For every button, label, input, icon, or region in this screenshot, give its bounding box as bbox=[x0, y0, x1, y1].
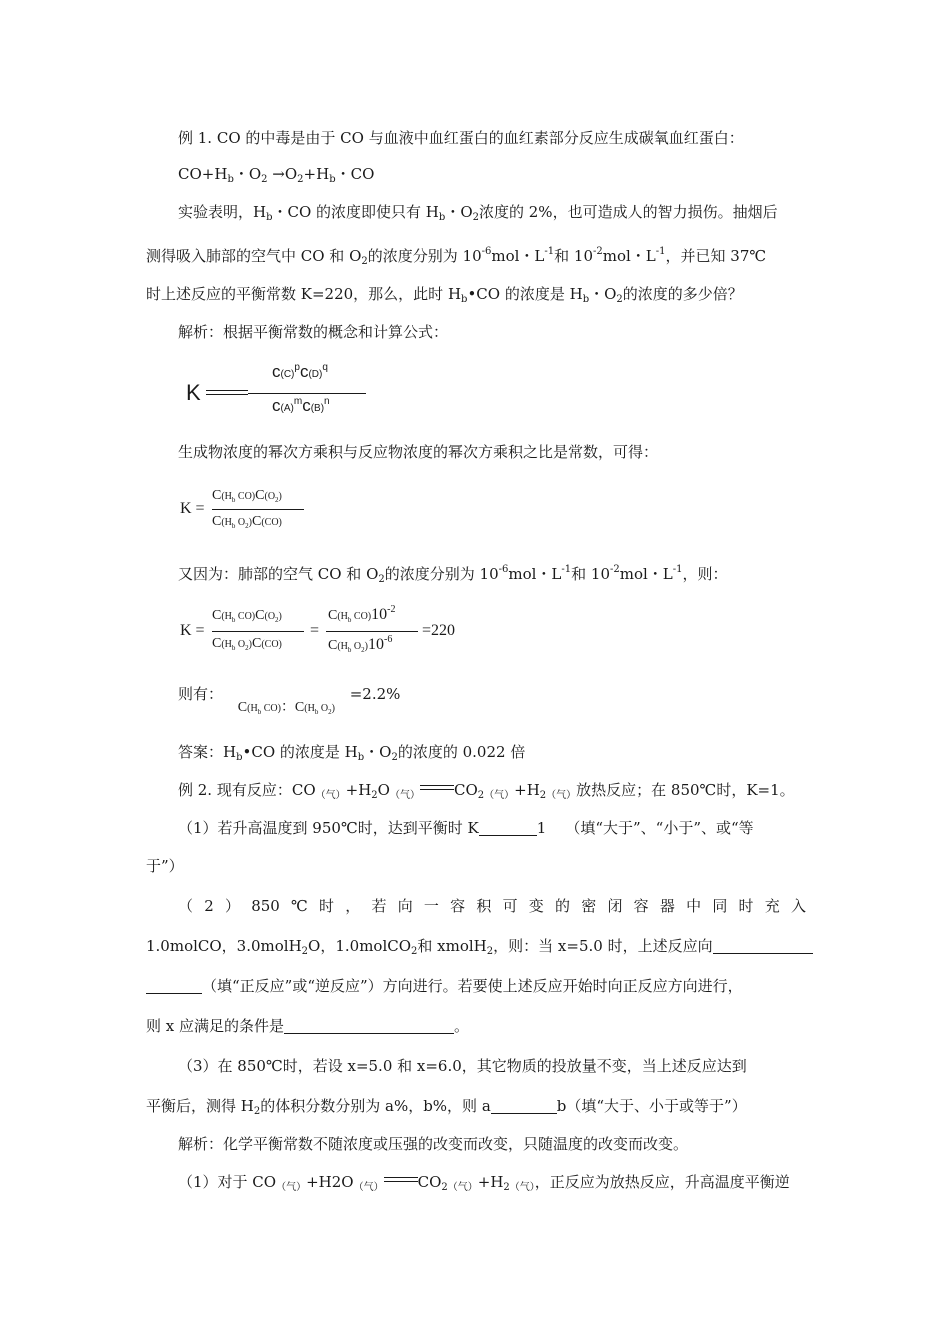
equilibrium-arrow-icon-2 bbox=[384, 1175, 418, 1185]
k-calculation-formula bbox=[180, 602, 480, 666]
q2-condition-label: 则 x 应满足的条件是 bbox=[146, 1017, 284, 1035]
formula-fraction-bar bbox=[248, 393, 366, 394]
formula3-result: =220 bbox=[422, 622, 456, 639]
formula2-numerator: $C(H_b$ $CO)C(O_2)$ bbox=[212, 488, 282, 504]
example2-q2-line3: （填“正反应”或“逆反应”）方向进行。若要使上述反应开始时向正反应方向进行， bbox=[146, 976, 743, 996]
example1-ratio-text: 生成物浓度的幂次方乘积与反应物浓度的幂次方乘积之比是常数，可得： bbox=[178, 443, 659, 461]
q2-direction-blank-part2[interactable] bbox=[146, 977, 202, 994]
example2-analysis: 解析：化学平衡常数不随浓度或压强的改变而改变，只随温度的改变而改变。 bbox=[178, 1135, 689, 1153]
example1-title: 例 1. CO 的中毒是由于 CO 与血液中血红蛋白的血红素部分反应生成碳氧血红蛋白： bbox=[178, 129, 744, 147]
formula2-denominator: $C(H_b$ $O_2)C(CO)$ bbox=[212, 514, 282, 530]
equilibrium-arrow-icon bbox=[420, 783, 454, 793]
then-label: 则有： bbox=[178, 685, 224, 703]
example2-q2-line2: 1.0molCO，3.0molH$_2$O，1.0molCO$_2$和 xmolH$_2$，则：当 x=5.0 时，上述反应向 bbox=[146, 936, 813, 962]
example2-q2-line1: （2）850℃时，若向一容积可变的密闭容器中同时充入 bbox=[178, 897, 806, 915]
q2-condition-blank[interactable] bbox=[284, 1017, 454, 1034]
example1-answer: 答案：$H_b•CO$ 的浓度是 $H_b$・$O_2$的浓度的 0.022 倍 bbox=[178, 743, 526, 763]
example2-intro: 例 2. 现有反应：$CO_{(气)}+H_2O_{(气)}$ $CO_{2(气)}+H_{2(气)}$放热反应；在 850℃时，K=1。 bbox=[178, 781, 795, 801]
q3-hint: b（填“大于、小于或等于”） bbox=[556, 1097, 747, 1115]
example2-answer1: （1）对于 $CO_{(气)}+H2O_{(气)}$ $CO_{2(气)}+H_{2(气)}$，正反应为放热反应，升高温度平衡逆 bbox=[178, 1173, 790, 1193]
example2-q1-line2: 于”） bbox=[146, 857, 184, 875]
formula-equals-lower bbox=[206, 394, 248, 395]
example2-q2-line4: 则 x 应满足的条件是 。 bbox=[146, 1017, 470, 1035]
formula3-equals: = bbox=[310, 622, 320, 639]
formula3-denominator1: $C(H_b$ $O_2)C(CO)$ bbox=[212, 636, 282, 652]
formula2-lhs: K = bbox=[180, 500, 205, 517]
formula3-fraction-bar1 bbox=[212, 631, 304, 632]
example2-q1-line1: （1）若升高温度到 950℃时，达到平衡时 K 1 （填“大于”、“小于”、或“等 bbox=[178, 819, 754, 837]
formula-denominator: $c(A)^mc(B)^n$ bbox=[272, 396, 330, 415]
formula3-lhs: K = bbox=[180, 622, 205, 639]
formula-equals-upper bbox=[206, 390, 248, 391]
formula3-denominator2: $C(H_b$ $O_2)10^{-6}$ bbox=[328, 634, 393, 654]
formula3-fraction-bar2 bbox=[326, 631, 418, 632]
formula2-fraction-bar bbox=[212, 509, 304, 510]
q1-answer-blank[interactable] bbox=[479, 819, 537, 836]
formula-k-symbol: K bbox=[186, 380, 201, 405]
then-value: =2.2% bbox=[349, 685, 401, 703]
example1-paragraph-line3: 时上述反应的平衡常数 K=220，那么，此时 $H_b•CO$ 的浓度是 $H_b$・$O_2$的浓度的多少倍？ bbox=[146, 285, 743, 305]
formula3-numerator1: $C(H_b$ $CO)C(O_2)$ bbox=[212, 608, 282, 624]
example1-analysis: 解析：根据平衡常数的概念和计算公式： bbox=[178, 323, 449, 341]
example1-paragraph-line2: 测得吸入肺部的空气中 CO 和 $O_2$的浓度分别为 $10^{-6}mol$・$L^{-1}$和 $10^{-2}mol$・$L^{-1}$，并已知 37℃ bbox=[146, 246, 767, 267]
example2-q3-line1: （3）在 850℃时，若设 x=5.0 和 x=6.0，其它物质的投放量不变，当上述反应达到 bbox=[178, 1057, 747, 1075]
example2-q3-line2: 平衡后，测得 $H_2$的体积分数分别为 a%，b%，则 a b（填“大于、小于或等于”） bbox=[146, 1097, 747, 1117]
example1-then-line bbox=[178, 684, 401, 716]
then-expression: $C(H_b$ CO)：$C(H_b$ $O_2$) bbox=[237, 700, 335, 716]
equilibrium-constant-formula bbox=[186, 360, 386, 420]
formula3-numerator2: $C(H_b$ $CO)10^{-2}$ bbox=[328, 604, 396, 624]
k-expression-formula bbox=[180, 484, 380, 544]
q2-direction-blank-part1[interactable] bbox=[713, 937, 813, 954]
example1-because-text: 又因为：肺部的空气 CO 和 $O_2$的浓度分别为 $10^{-6}mol$・$L^{-1}$和 $10^{-2}mol$・$L^{-1}$，则： bbox=[178, 564, 728, 585]
q3-answer-blank[interactable] bbox=[491, 1097, 557, 1114]
example1-paragraph-line1: 实验表明，$H_b$・CO 的浓度即使只有 $H_b$・$O_2$浓度的 2%，也可造成人的智力损伤。抽烟后 bbox=[178, 203, 778, 223]
example1-reaction: $CO+H_b$・$O_2 \to O_2+H_b$・CO bbox=[178, 165, 375, 185]
formula-numerator: $c(C)^pc(D)^q$ bbox=[272, 362, 328, 381]
